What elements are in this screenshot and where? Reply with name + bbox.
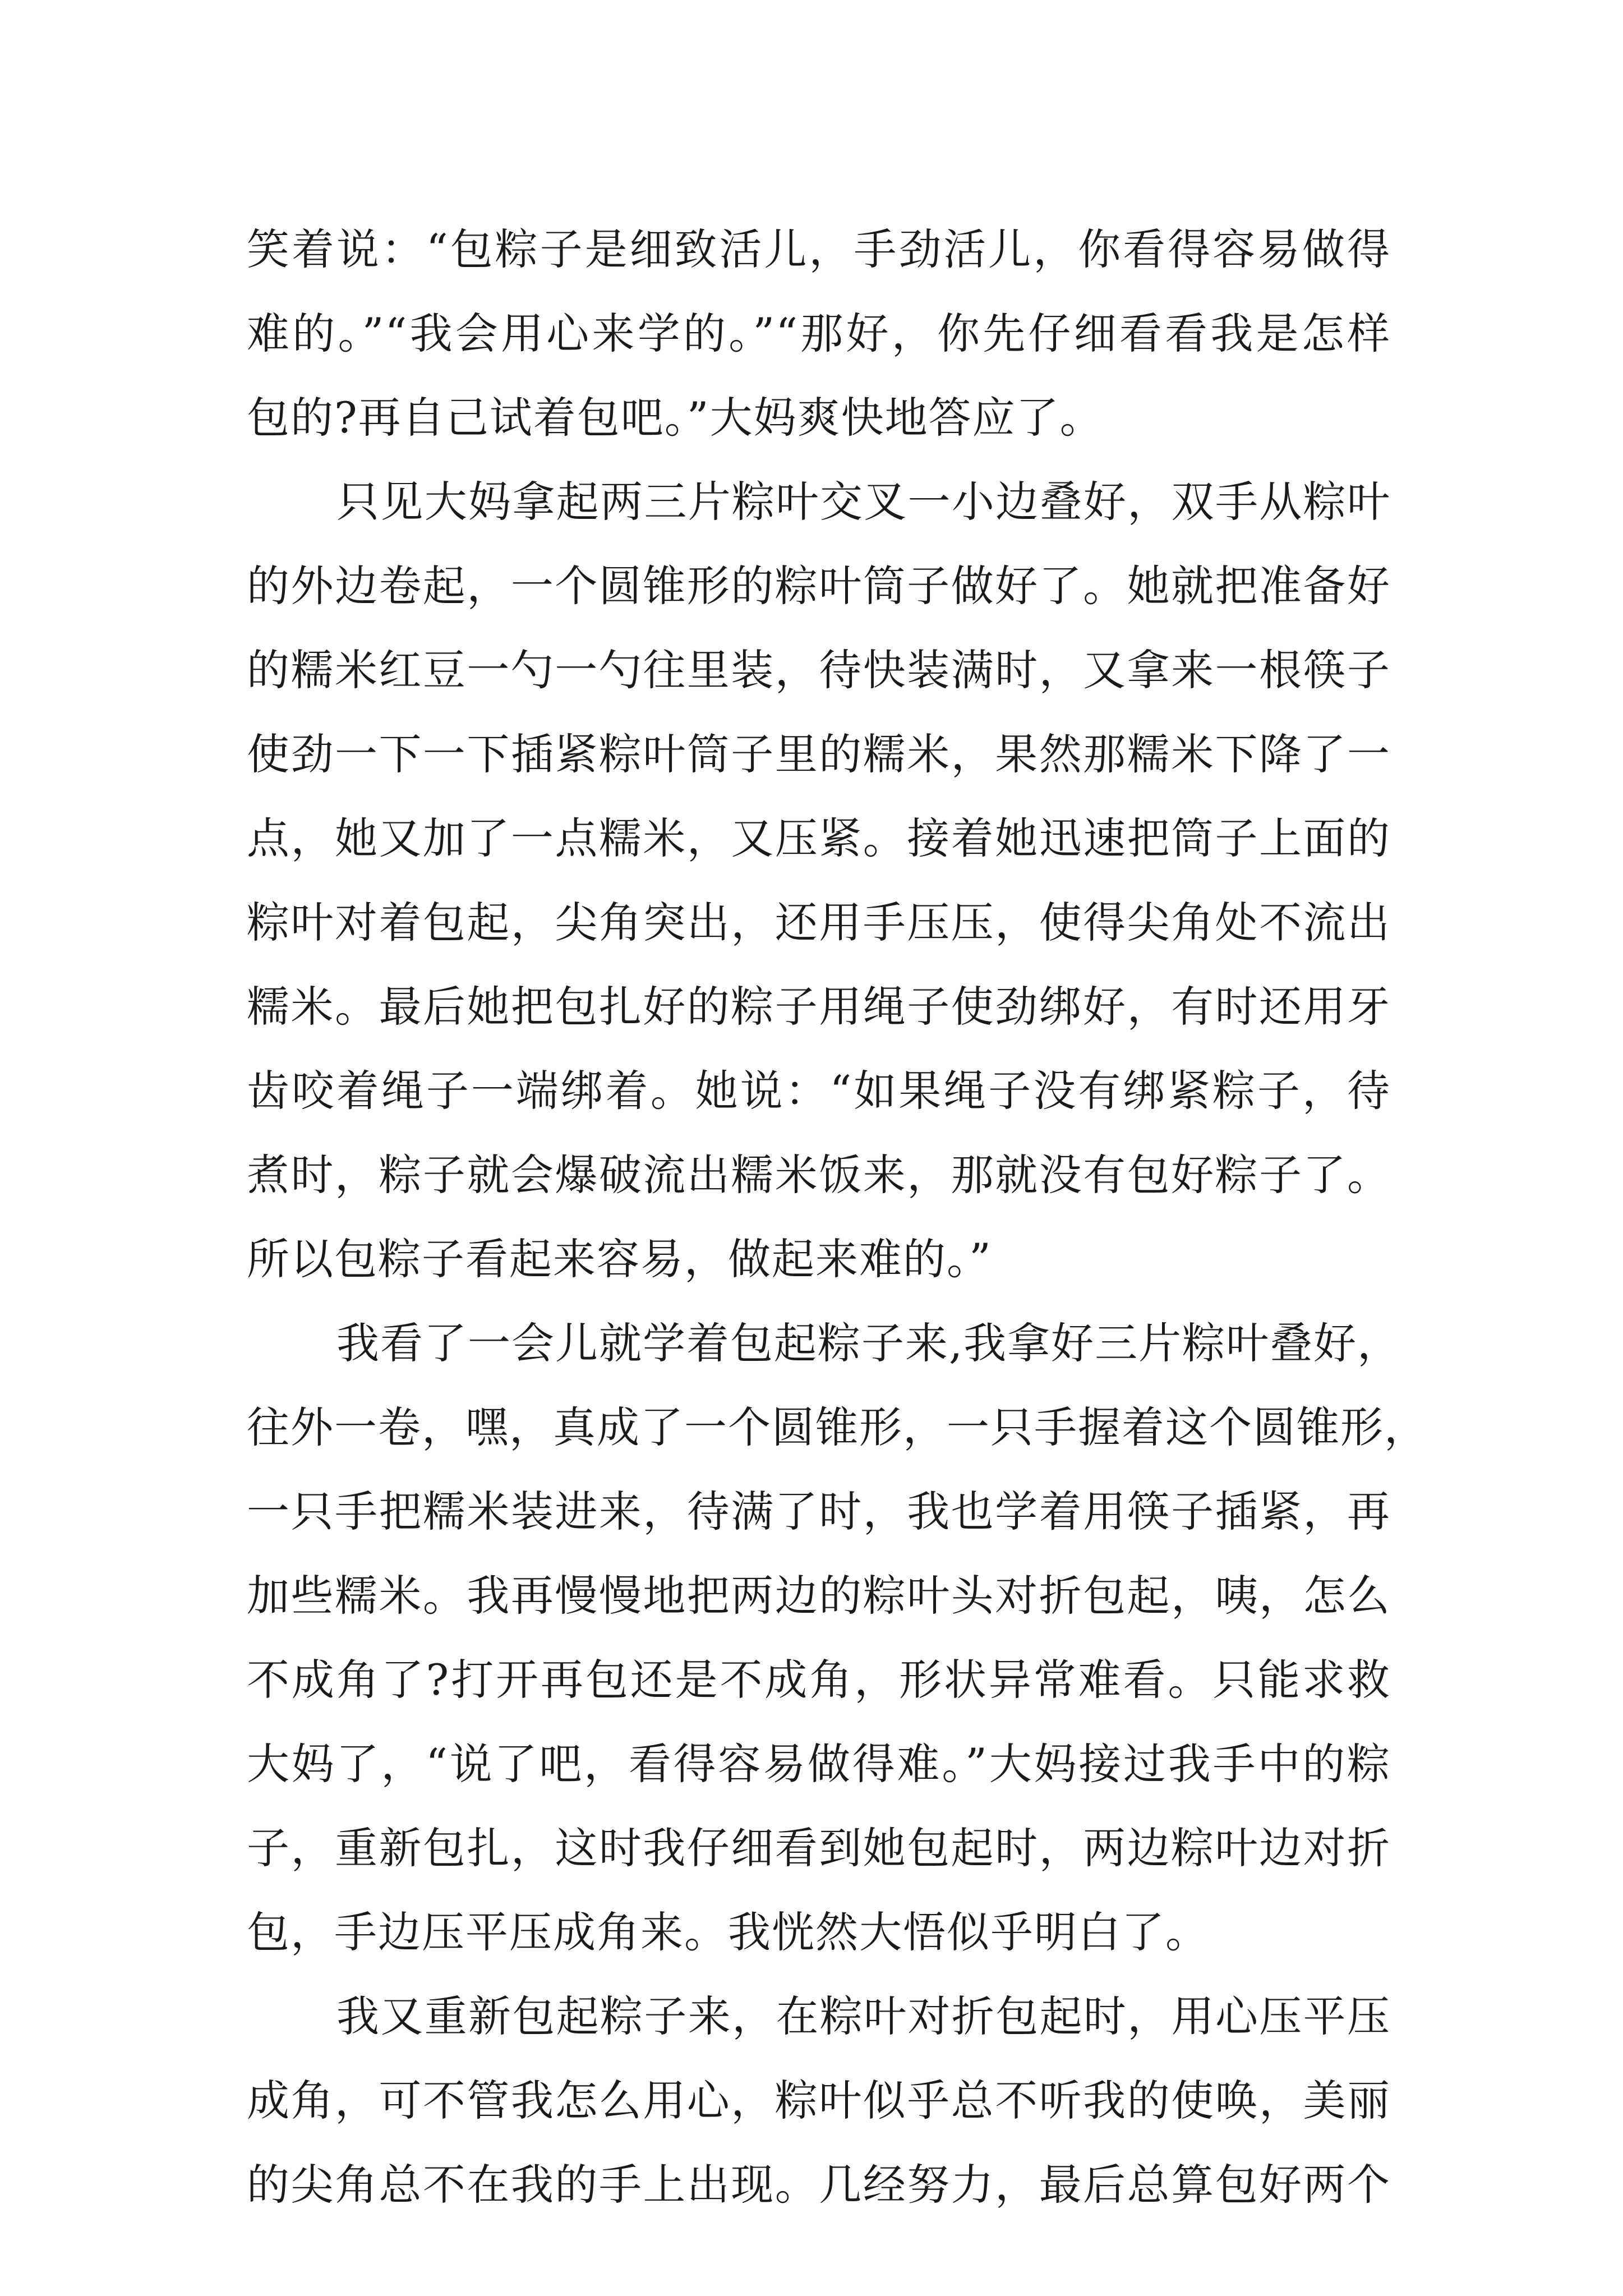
text-line: 所以包粽子看起来容易，做起来难的。”: [247, 1234, 992, 1284]
text-line: 加些糯米。我再慢慢地把两边的粽叶头对折包起，咦，怎么: [247, 1571, 1391, 1621]
text-line: 包的?再自己试着包吧。”大妈爽快地答应了。: [247, 393, 1104, 443]
text-line: 成角，可不管我怎么用心，粽叶似乎总不听我的使唤，美丽: [247, 2076, 1391, 2125]
text-line: 齿咬着绳子一端绑着。她说：“如果绳子没有绑紧粽子，待: [247, 1066, 1391, 1116]
text-line: 不成角了?打开再包还是不成角，形状异常难看。只能求救: [247, 1655, 1391, 1705]
text-line: 糯米。最后她把包扎好的粽子用绳子使劲绑好，有时还用牙: [247, 982, 1391, 1032]
text-line: 笑着说：“包粽子是细致活儿，手劲活儿，你看得容易做得: [247, 224, 1391, 274]
text-line: 的外边卷起，一个圆锥形的粽叶筒子做好了。她就把准备好: [247, 561, 1391, 611]
text-line: 煮时，粽子就会爆破流出糯米饭来，那就没有包好粽子了。: [247, 1150, 1391, 1200]
text-line: 难的。”“我会用心来学的。”“那好，你先仔细看看我是怎样: [247, 309, 1391, 358]
text-line: 使劲一下一下插紧粽叶筒子里的糯米，果然那糯米下降了一: [247, 729, 1391, 779]
text-line: 大妈了，“说了吧，看得容易做得难。”大妈接过我手中的粽: [247, 1739, 1391, 1789]
text-line: 的尖角总不在我的手上出现。几经努力，最后总算包好两个: [247, 2160, 1391, 2210]
text-line: 包，手边压平压成角来。我恍然大悟似乎明白了。: [247, 1907, 1209, 1957]
text-line: 一只手把糯米装进来，待满了时，我也学着用筷子插紧，再: [247, 1487, 1391, 1536]
text-line: 子，重新包扎，这时我仔细看到她包起时，两边粽叶边对折: [247, 1823, 1391, 1873]
text-line: 我又重新包起粽子来，在粽叶对折包起时，用心压平压: [336, 1991, 1391, 2041]
text-line: 粽叶对着包起，尖角突出，还用手压压，使得尖角处不流出: [247, 898, 1391, 947]
text-line: 点，她又加了一点糯米，又压紧。接着她迅速把筒子上面的: [247, 813, 1391, 863]
text-line: 的糯米红豆一勺一勺往里装，待快装满时，又拿来一根筷子: [247, 645, 1391, 695]
text-line: 往外一卷，嘿，真成了一个圆锥形，一只手握着这个圆锥形，: [247, 1402, 1428, 1452]
text-line: 我看了一会儿就学着包起粽子来,我拿好三片粽叶叠好，: [336, 1318, 1401, 1368]
text-line: 只见大妈拿起两三片粽叶交叉一小边叠好，双手从粽叶: [336, 477, 1391, 527]
article-body: [247, 208, 1428, 2227]
